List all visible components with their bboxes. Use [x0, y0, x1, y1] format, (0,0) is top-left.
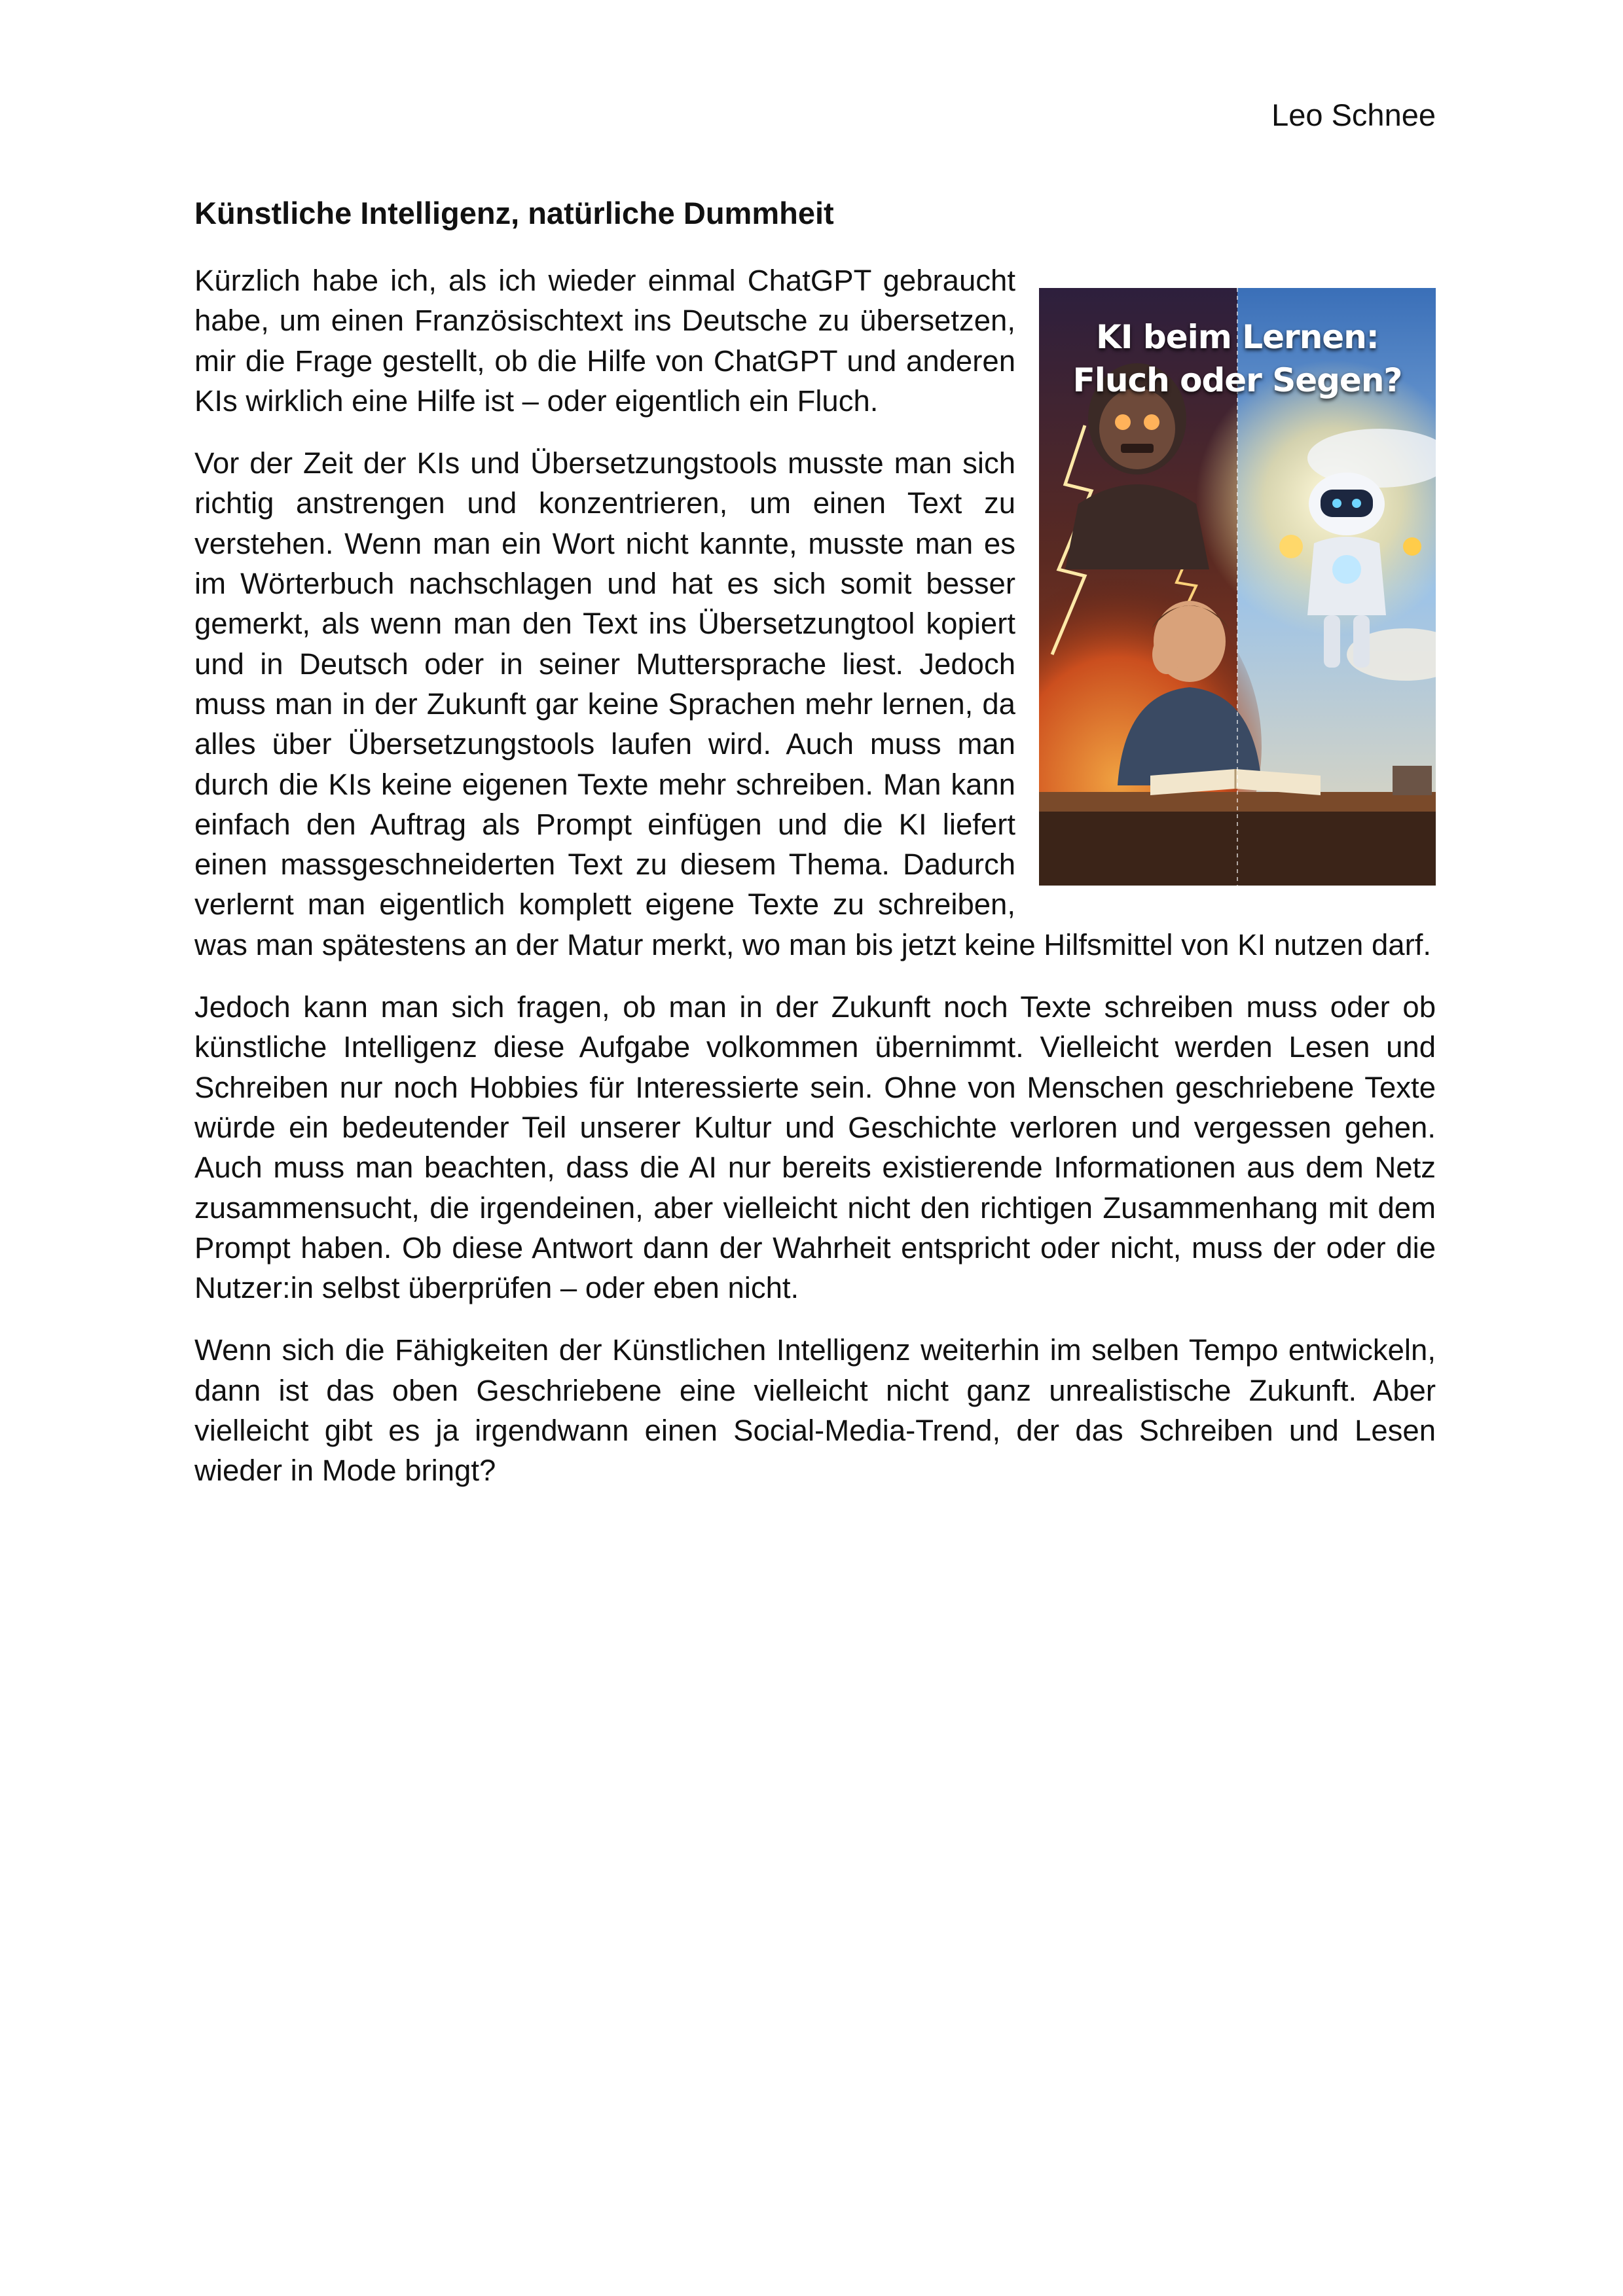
article-illustration: [1039, 288, 1436, 886]
illustration-caption-line-2: Fluch oder Segen?: [1072, 361, 1402, 399]
author-name: Leo Schnee: [1271, 98, 1436, 132]
illustration-caption-line-1: KI beim Lernen:: [1096, 318, 1379, 356]
article-title: Künstliche Intelligenz, natürliche Dummheit: [194, 196, 834, 230]
paragraph-3: Jedoch kann man sich fragen, ob man in der Zukunft noch Texte schreiben muss oder ob künstliche Intelligenz diese Aufgabe volkommen übernimmt. Vielleicht werden Lesen und Schreiben nur noch Hobbies für Interessierte sein. Ohne von Menschen geschriebene Texte würde ein bedeutender Teil unserer Kultur und Geschichte verloren und vergessen gehen. Auch muss man beachten, dass die AI nur bereits existierende Informationen aus dem Netz zusammensucht, die irgendeinen, aber vielleicht nicht den richtigen Zusammenhang mit dem Prompt haben. Ob diese Antwort dann der Wahrheit entspricht oder nicht, muss der oder die Nutzer:in selbst überprüfen – oder eben nicht.: [194, 990, 1436, 1305]
article-body: [194, 260, 1436, 1513]
paragraph-4: Wenn sich die Fähigkeiten der Künstlichen Intelligenz weiterhin im selben Tempo entwickeln, dann ist das oben Geschriebene eine vielleicht nicht ganz unrealistische Zukunft. Aber vielleicht gibt es ja irgendwann einen Social-Media-Trend, der das Schreiben und Lesen wieder in Mode bringt?: [194, 1333, 1436, 1488]
paragraph-1: Kürzlich habe ich, als ich wieder einmal ChatGPT gebraucht habe, um einen Französischtext ins Deutsche zu übersetzen, mir die Frage gestellt, ob die Hilfe von ChatGPT und anderen KIs wirklich eine Hilfe ist – oder eigentlich ein Fluch.: [194, 264, 1015, 418]
illustration-caption: [1039, 315, 1436, 402]
paragraph-2: Vor der Zeit der KIs und Übersetzungstools musste man sich richtig anstrengen und konzentrieren, um einen Text zu verstehen. Wenn man ein Wort nicht kannte, musste man es im Wörterbuch nachschlagen und hat es sich somit besser gemerkt, als wenn man den Text ins Übersetzungtool kopiert und in Deutsch oder in seiner Muttersprache liest. Jedoch muss man in der Zukunft gar keine Sprachen mehr lernen, da alles über Übersetzungstools laufen wird. Auch muss man durch die KIs keine eigenen Texte mehr schreiben. Man kann einfach den Auftrag als Prompt einfügen und die KI liefert einen massgeschneiderten Text zu diesem Thema. Dadurch verlernt man eigentlich komplett eigene Texte zu schreiben, was man spätestens an der Matur merkt, wo man bis jetzt keine Hilfsmittel von KI nutzen darf.: [194, 446, 1432, 961]
